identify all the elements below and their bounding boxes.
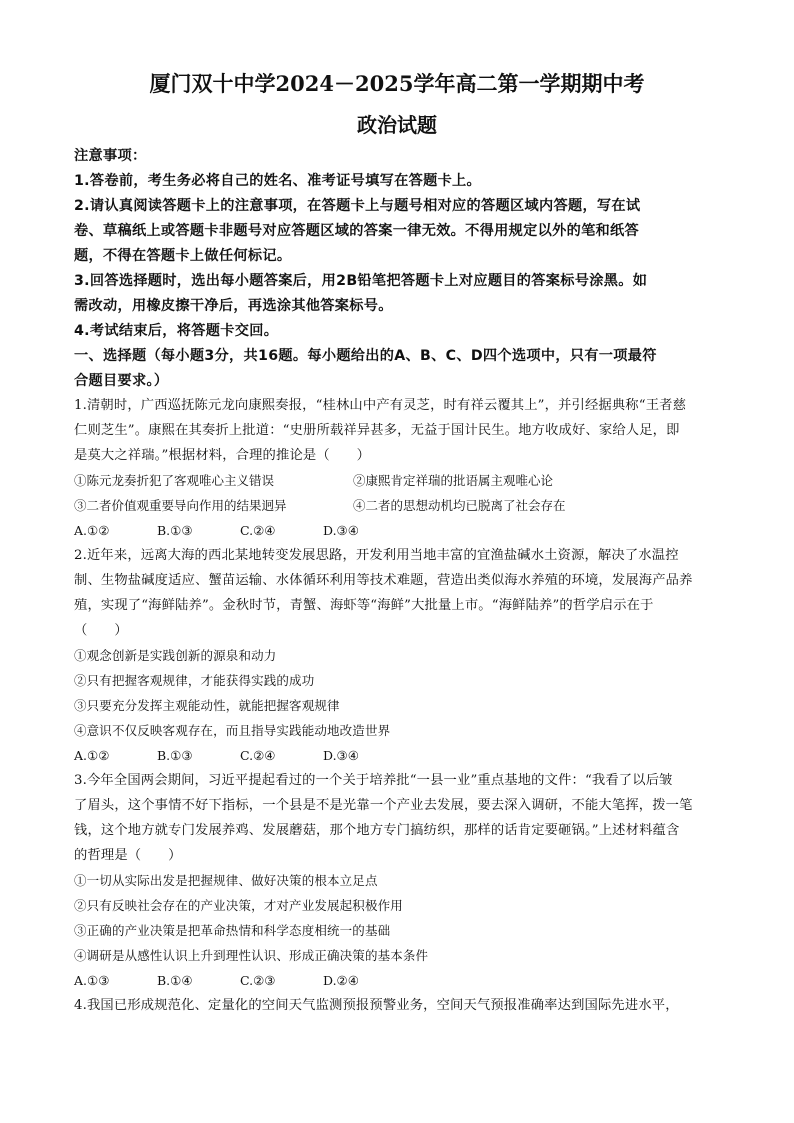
question-1-option: ②康熙肯定祥瑞的批语属主观唯心论 [353, 473, 554, 488]
exam-subtitle: 政治试题 [357, 113, 437, 137]
question-3-answer: C.②③ [240, 973, 276, 988]
question-2-answer: B.①③ [157, 748, 193, 763]
question-1-option: ④二者的思想动机均已脱离了社会存在 [353, 498, 566, 513]
question-2-answer: A.①② [74, 748, 110, 763]
question-1-answer: D.③④ [323, 523, 359, 538]
question-1-text: 是莫大之祥瑞。”根据材料，合理的推论是（ ） [74, 448, 371, 463]
question-2-text: （ ） [74, 623, 128, 638]
question-3-text: 的哲理是（ ） [74, 848, 182, 863]
notice-heading: 注意事项： [74, 148, 147, 164]
question-2-option: ②只有把握客观规律，才能获得实践的成功 [74, 673, 315, 688]
question-2-answer: C.②④ [240, 748, 276, 763]
question-2-text: 制、生物盐碱度适应、蟹苗运输、水体循环利用等技术难题，营造出类似海水养殖的环境，发展海产品养 [74, 573, 693, 588]
question-1-text: 1.清朝时，广西巡抚陈元龙向康熙奏报，“桂林山中产有灵芝，时有祥云覆其上”，并引经据典称“王者慈 [74, 398, 687, 413]
question-1-answer: C.②④ [240, 523, 276, 538]
question-1-text: 仁则芝生”。康熙在其奏折上批道：“史册所载祥异甚多，无益于国计民生。地方收成好、家给人足，即 [74, 423, 680, 438]
notice-line: 2.请认真阅读答题卡上的注意事项，在答题卡上与题号相对应的答题区域内答题，写在试 [74, 198, 641, 214]
question-2-answer: D.③④ [323, 748, 359, 763]
notice-line: 卷、草稿纸上或答题卡非题号对应答题区域的答案一律无效。不得用规定以外的笔和纸答 [74, 223, 640, 239]
question-3-text: 3.今年全国两会期间，习近平提起看过的一个关于培养批“一县一业”重点基地的文件：“我看了以后皱 [74, 773, 673, 788]
question-3-answer: A.①③ [74, 973, 110, 988]
notice-line: 题，不得在答题卡上做任何标记。 [74, 248, 292, 264]
question-2-option: ③只要充分发挥主观能动性，就能把握客观规律 [74, 698, 340, 713]
notice-line: 1.答卷前，考生务必将自己的姓名、准考证号填写在答题卡上。 [74, 173, 482, 189]
question-1-option: ①陈元龙奏折犯了客观唯心主义错误 [74, 473, 275, 488]
question-2-text: 2.近年来，远离大海的西北某地转变发展思路，开发利用当地丰富的宜渔盐碱水土资源，解决了水温控 [74, 548, 679, 563]
question-3-option: ①一切从实际出发是把握规律、做好决策的根本立足点 [74, 873, 378, 888]
section-heading: 一、选择题（每小题3分，共16题。每小题给出的A、B、C、D四个选项中，只有一项最符 [74, 348, 657, 364]
question-3-answer: B.①④ [157, 973, 193, 988]
question-2-option: ④意识不仅反映客观存在，而且指导实践能动地改造世界 [74, 723, 391, 738]
question-3-text: 了眉头，这个事情不好下指标，一个县是不是光靠一个产业去发展，要去深入调研，不能大笔挥，拨一笔 [74, 798, 693, 813]
exam-title: 厦门双十中学2024－2025学年高二第一学期期中考 [149, 71, 645, 96]
question-3-option: ④调研是从感性认识上升到理性认识、形成正确决策的基本条件 [74, 948, 429, 963]
question-1-option: ③二者价值观重要导向作用的结果迥异 [74, 498, 287, 513]
question-3-option: ②只有反映社会存在的产业决策，才对产业发展起积极作用 [74, 898, 403, 913]
question-3-answer: D.②④ [323, 973, 359, 988]
section-heading: 合题目要求。） [74, 373, 169, 389]
question-1-answer: A.①② [74, 523, 110, 538]
question-3-text: 钱，这个地方就专门发展养鸡、发展蘑菇，那个地方专门搞纺织，那样的话肯定要砸锅。”上述材料蕴含 [74, 823, 680, 838]
notice-line: 4.考试结束后，将答题卡交回。 [74, 323, 279, 339]
question-2-option: ①观念创新是实践创新的源泉和动力 [74, 648, 277, 663]
question-1-answer: B.①③ [157, 523, 193, 538]
question-4-text: 4.我国已形成规范化、定量化的空间天气监测预报预警业务，空间天气预报准确率达到国际先进水平， [74, 998, 679, 1013]
question-3-option: ③正确的产业决策是把革命热情和科学态度相统一的基础 [74, 923, 391, 938]
notice-line: 需改动，用橡皮擦干净后，再选涂其他答案标号。 [74, 298, 393, 314]
notice-line: 3.回答选择题时，选出每小题答案后，用2B铅笔把答题卡上对应题目的答案标号涂黑。如 [74, 273, 648, 289]
question-2-text: 殖，实现了“海鲜陆养”。金秋时节，青蟹、海虾等“海鲜”大批量上市。“海鲜陆养”的哲学启示在于 [74, 598, 654, 613]
